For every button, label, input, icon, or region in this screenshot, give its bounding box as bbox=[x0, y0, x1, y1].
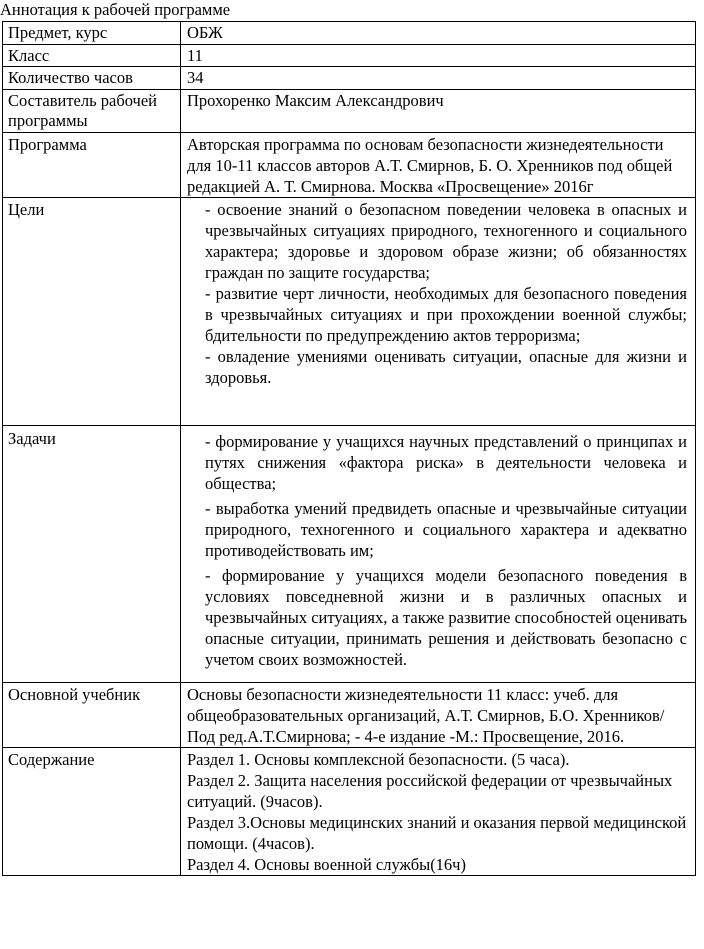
content-section: Раздел 3.Основы медицинских знаний и оказания первой медицинской помощи. (4часов). bbox=[187, 812, 687, 853]
row-label-subject: Предмет, курс bbox=[3, 22, 181, 45]
table-row bbox=[3, 67, 696, 90]
row-value-program: Авторская программа по основам безопасности жизнедеятельности для 10-11 классов авторов А.Т. Смирнов, Б. О. Хренников под общей редакцией А. Т. Смирнова. Москва «Просвещение» 2016г bbox=[181, 132, 696, 197]
goal-item: - освоение знаний о безопасном поведении человека в опасных и чрезвычайных ситуациях природного, техногенного и социального характера; здоровье и здоровом образе жизни; об обязанностях граждан по защите государства; bbox=[205, 199, 687, 282]
row-value-goals bbox=[181, 197, 696, 425]
row-value-hours: 34 bbox=[181, 67, 696, 90]
document-title: Аннотация к рабочей программе bbox=[0, 0, 231, 19]
row-label-content: Содержание bbox=[3, 747, 181, 875]
table-row bbox=[3, 132, 696, 197]
table-row bbox=[3, 44, 696, 67]
row-value-author: Прохоренко Максим Александрович bbox=[181, 89, 696, 132]
table-row bbox=[3, 22, 696, 45]
task-item: - формирование у учащихся модели безопасного поведения в условиях повседневной жизни и в различных опасных и чрезвычайных ситуациях, а также развитие способностей оценивать опасные ситуации, принимать решения и действовать безопасно с учетом своих возможностей. bbox=[205, 565, 687, 669]
table-row bbox=[3, 89, 696, 132]
row-value-textbook: Основы безопасности жизнедеятельности 11 класс: учеб. для общеобразовательных организаций, А.Т. Смирнов, Б.О. Хренников/Под ред.А.Т.Смирнова; - 4-е издание -М.: Просвещение, 2016. bbox=[181, 682, 696, 747]
row-label-textbook: Основной учебник bbox=[3, 682, 181, 747]
content-section: Раздел 1. Основы комплексной безопасности. (5 часа). bbox=[187, 749, 570, 769]
row-value-subject: ОБЖ bbox=[181, 22, 696, 45]
row-value-tasks bbox=[181, 425, 696, 682]
table-row bbox=[3, 682, 696, 747]
row-label-tasks: Задачи bbox=[3, 425, 181, 682]
row-label-program: Программа bbox=[3, 132, 181, 197]
task-item: - выработка умений предвидеть опасные и чрезвычайные ситуации природного, техногенного и социального характера и адекватно противодействовать им; bbox=[205, 498, 687, 560]
content-section: Раздел 4. Основы военной службы(16ч) bbox=[187, 854, 466, 874]
goal-item: - развитие черт личности, необходимых для безопасного поведения в чрезвычайных ситуациях и при прохождении военной службы; бдительности по предупреждению актов терроризма; bbox=[205, 283, 687, 345]
row-label-hours: Количество часов bbox=[3, 67, 181, 90]
table-row bbox=[3, 197, 696, 425]
row-value-content bbox=[181, 747, 696, 875]
row-label-grade: Класс bbox=[3, 44, 181, 67]
table-row bbox=[3, 747, 696, 875]
goal-item: - овладение умениями оценивать ситуации, опасные для жизни и здоровья. bbox=[205, 346, 687, 387]
table-row bbox=[3, 425, 696, 682]
content-section: Раздел 2. Защита населения российской федерации от чрезвычайных ситуаций. (9часов). bbox=[187, 770, 673, 811]
annotation-table bbox=[2, 21, 696, 876]
row-label-author: Составитель рабочей программы bbox=[3, 89, 181, 132]
row-value-grade: 11 bbox=[181, 44, 696, 67]
row-label-goals: Цели bbox=[3, 197, 181, 425]
task-item: - формирование у учащихся научных представлений о принципах и путях снижения «фактора риска» в деятельности человека и общества; bbox=[205, 431, 687, 493]
